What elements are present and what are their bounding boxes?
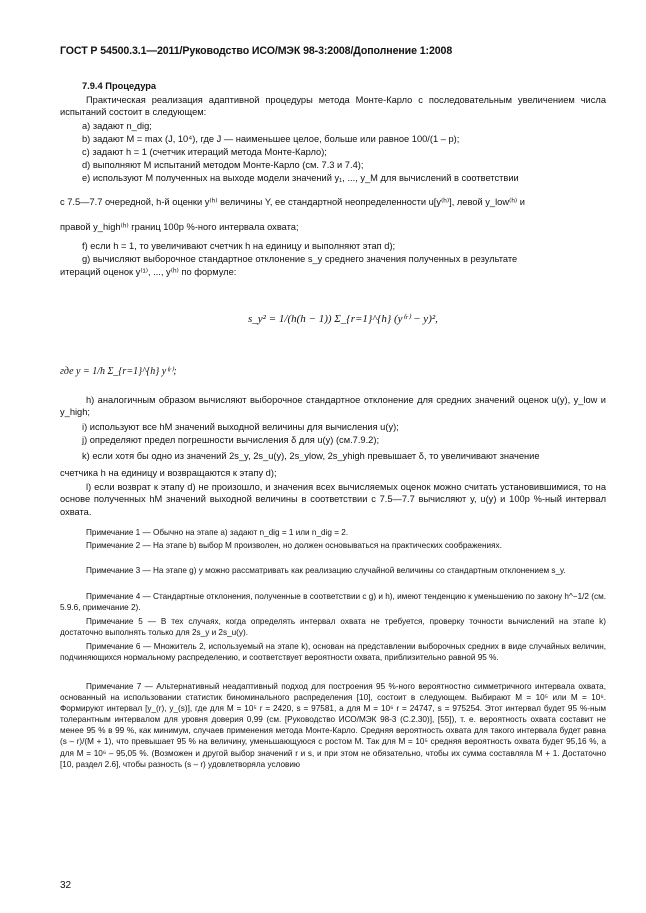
step-g-line1: g) вычисляют выборочное стандартное отклонение s_y среднего значения полученных в результате [82,254,518,264]
step-c: c) задают h = 1 (счетчик итераций метода Монте-Карло); [82,147,327,157]
step-g-line2: итераций оценок y⁽¹⁾, ..., y⁽ʰ⁾ по формуле: [60,267,237,277]
step-e-line1: е) используют M полученных на выходе модели значений y₁, ..., y_M для вычислений в соответствии [82,173,519,183]
step-k-line1: k) если хотя бы одно из значений 2s_y, 2s_u(y), 2s_ylow, 2s_yhigh превышает δ, то увеличивают значение [82,451,540,461]
formula-sample-std: s_y² = 1/(h(h − 1)) Σ_{r=1}^{h} (y⁽ʳ⁾ − y)², [248,313,438,325]
step-f: f) если h = 1, то увеличивают счетчик h на единицу и выполняют этап d); [82,241,396,251]
section-title: 7.9.4 Процедура [82,81,157,91]
note-2: Примечание 2 — На этапе b) выбор M произволен, но должен основываться на практических соображениях. [86,541,502,550]
step-e-line3: правой y_high⁽ʰ⁾ границ 100p %-ного интервала охвата; [60,222,299,232]
step-i: i) используют все hM значений выходной величины для вычисления u(y); [82,422,399,432]
paragraph-intro: Практическая реализация адаптивной процедуры метода Монте-Карло с последовательным увеличением числа испытаний состоит в следующем: [60,95,606,118]
note-4: Примечание 4 — Стандартные отклонения, полученные в соответствии с g) и h), имеют тенденцию к уменьшению по закону h^−1/2 (см. 5.9.6, примечание 2). [60,592,606,613]
note-1: Примечание 1 — Обычно на этапе а) задают n_dig = 1 или n_dig = 2. [86,528,349,537]
document-header: ГОСТ Р 54500.3.1—2011/Руководство ИСО/МЭК 98-3:2008/Дополнение 1:2008 [60,45,453,57]
step-j: j) определяют предел погрешности вычисления δ для u(y) (см.7.9.2); [82,435,380,445]
step-l: l) если возврат к этапу d) не произошло, и значения всех вычисляемых оценок можно считать установившимися, то на основе полученных hM значений выходной величины в соответствии с 7.5—7.7 вычисляют y, u(y) и 100p %-ный интервал охвата. [60,482,606,517]
step-a: а) задают n_dig; [82,121,152,131]
step-e-line2: с 7.5—7.7 очередной, h-й оценки y⁽ʰ⁾ величины Y, ее стандартной неопределенности u[y⁽ʰ⁾], левой y_low⁽ʰ⁾ и [60,197,525,207]
note-7: Примечание 7 — Альтернативный неадаптивный подход для построения 95 %-ного вероятностно симметричного интервала охвата, основанный на использовании статистик биноминального распределения [10], состоит в следующем. Выбирают M = 10⁵ или M = 10⁶. Формируют интервал [y_(r), y_(s)], где для M = 10⁵ r = 2420, s = 97581, а для M = 10⁶ r = 24747, s = 975254. Этот интервал будет 95 %-ным толерантным интервалом для уровня доверия 0,99 (см. [Руководство ИСО/МЭК 98-3 (С.2.30)], [55]), т. е. вероятность охвата составит не менее 95 % в 99 %, как минимум, случаев применения метода Монте-Карло. Средняя вероятность охвата для такого интервала будет равна (s – r)/(M + 1), что превышает 95 % на величину, уменьшающуюся с ростом M. Так для M = 10⁵ средняя вероятность охвата будет 95,16 %, а для M = 10⁶ – 95,05 %. (Возможен и другой выбор значений r и s, и при этом не обязательно, чтобы их сумма составляла M + 1. Достаточно [10, раздел 2.6], чтобы разность (s – r) удовлетворяла условию [60,682,606,769]
formula-mean: где y = 1/h Σ_{r=1}^{h} y⁽ʳ⁾; [60,366,177,377]
note-6: Примечание 6 — Множитель 2, используемый на этапе k), основан на представлении выборочных средних в виде случайных величин, подчиняющихся нормальному распределению, и соответствует вероятности охвата, приблизительно равной 95 %. [60,642,606,663]
step-k-line2: счетчика h на единицу и возвращаются к этапу d); [60,468,277,478]
step-d: d) выполняют M испытаний методом Монте-Карло (см. 7.3 и 7.4); [82,160,364,170]
page-number: 32 [60,880,72,891]
note-5: Примечание 5 — В тех случаях, когда определять интервал охвата не требуется, проверку точности вычислений на этапе k) достаточно выполнять только для 2s_y и 2s_u(y). [60,617,606,638]
step-h: h) аналогичным образом вычисляют выборочное стандартное отклонение для средних значений оценок u(y), y_low и y_high; [60,395,606,418]
step-b: b) задают M = max (J, 10⁴), где J — наименьшее целое, больше или равное 100/(1 – p); [82,134,460,144]
note-3: Примечание 3 — На этапе g) y можно рассматривать как реализацию случайной величины со стандартным отклонением s_y. [86,566,566,575]
